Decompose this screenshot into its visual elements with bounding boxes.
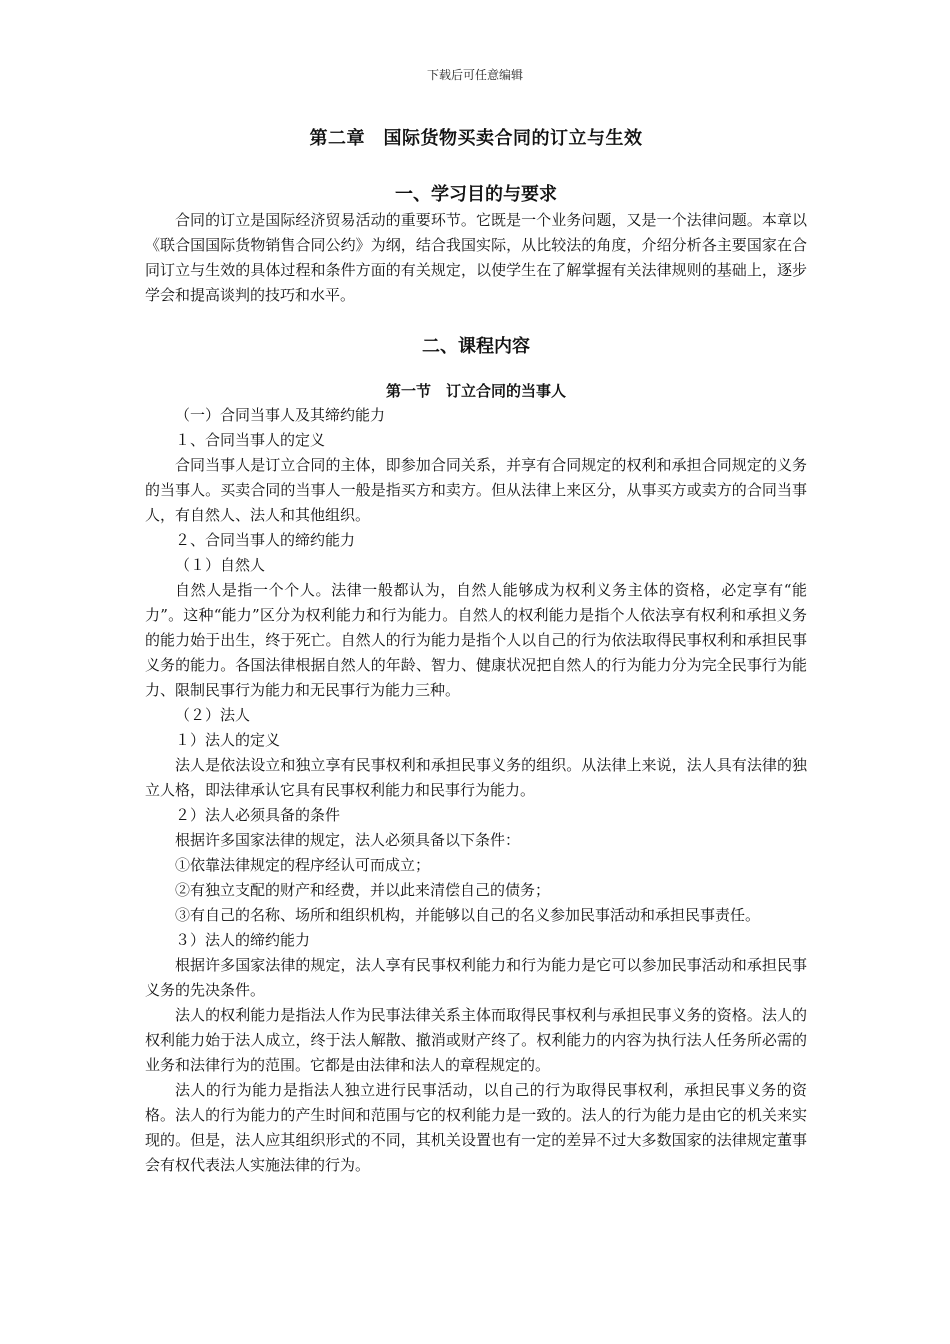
list-heading: （一）合同当事人及其缔约能力 <box>175 406 386 424</box>
body-paragraph: ②有独立支配的财产和经费，并以此来清偿自己的债务； <box>175 881 551 899</box>
body-paragraph: 法人的权利能力是指法人作为民事法律关系主体而取得民事权利与承担民事义务的资格。法人的权利能力始于法人成立，终于法人解散、撤消或财产终了。权利能力的内容为执行法人任务所必需的业务和法律行为的范围。它都是由法律和法人的章程规定的。 <box>145 1006 807 1074</box>
list-heading: （１）自然人 <box>175 556 266 574</box>
document-body <box>145 124 807 1178</box>
section-title-objectives: 一、学习目的与要求 <box>395 184 557 205</box>
list-heading: ２、合同当事人的缔约能力 <box>175 531 356 549</box>
objectives-paragraph: 合同的订立是国际经济贸易活动的重要环节。它既是一个业务问题，又是一个法律问题。本章以《联合国国际货物销售合同公约》为纲，结合我国实际，从比较法的角度，介绍分析各主要国家在合同订立与生效的具体过程和条件方面的有关规定，以使学生在了解掌握有关法律规则的基础上，逐步学会和提高谈判的技巧和水平。 <box>145 211 807 304</box>
body-paragraph: 法人是依法设立和独立享有民事权利和承担民事义务的组织。从法律上来说，法人具有法律的独立人格，即法律承认它具有民事权利能力和民事行为能力。 <box>145 756 807 799</box>
list-heading: （２）法人 <box>175 706 251 724</box>
content-blocks <box>145 403 807 1178</box>
body-paragraph: 自然人是指一个个人。法律一般都认为，自然人能够成为权利义务主体的资格，必定享有“能力”。这种“能力”区分为权利能力和行为能力。自然人的权利能力是指个人依法享有权利和承担义务的能力始于出生，终于死亡。自然人的行为能力是指个人以自己的行为依法取得民事权利和承担民事义务的能力。各国法律根据自然人的年龄、智力、健康状况把自然人的行为能力分为完全民事行为能力、限制民事行为能力和无民事行为能力三种。 <box>145 581 807 699</box>
subsection-title: 第一节 订立合同的当事人 <box>385 382 566 400</box>
header-note: 下载后可任意编辑 <box>426 68 523 82</box>
list-heading: １、合同当事人的定义 <box>175 431 326 449</box>
body-paragraph: 根据许多国家法律的规定，法人享有民事权利能力和行为能力是它可以参加民事活动和承担民事义务的先决条件。 <box>145 956 807 999</box>
section-title-content: 二、课程内容 <box>422 336 530 357</box>
chapter-title: 第二章 国际货物买卖合同的订立与生效 <box>309 128 643 149</box>
list-heading: １）法人的定义 <box>175 731 281 749</box>
body-paragraph: ③有自己的名称、场所和组织机构，并能够以自己的名义参加民事活动和承担民事责任。 <box>175 906 761 924</box>
body-paragraph: 根据许多国家法律的规定，法人必须具备以下条件： <box>175 831 521 849</box>
body-paragraph: ①依靠法律规定的程序经认可而成立； <box>175 856 431 874</box>
list-heading: ２）法人必须具备的条件 <box>175 806 341 824</box>
list-heading: ３）法人的缔约能力 <box>175 931 311 949</box>
body-paragraph: 合同当事人是订立合同的主体，即参加合同关系，并享有合同规定的权利和承担合同规定的义务的当事人。买卖合同的当事人一般是指买方和卖方。但从法律上来区分，从事买方或卖方的合同当事人，有自然人、法人和其他组织。 <box>145 456 807 524</box>
body-paragraph: 法人的行为能力是指法人独立进行民事活动，以自己的行为取得民事权利，承担民事义务的资格。法人的行为能力的产生时间和范围与它的权利能力是一致的。法人的行为能力是由它的机关来实现的。但是，法人应其组织形式的不同，其机关设置也有一定的差异不过大多数国家的法律规定董事会有权代表法人实施法律的行为。 <box>145 1081 807 1174</box>
